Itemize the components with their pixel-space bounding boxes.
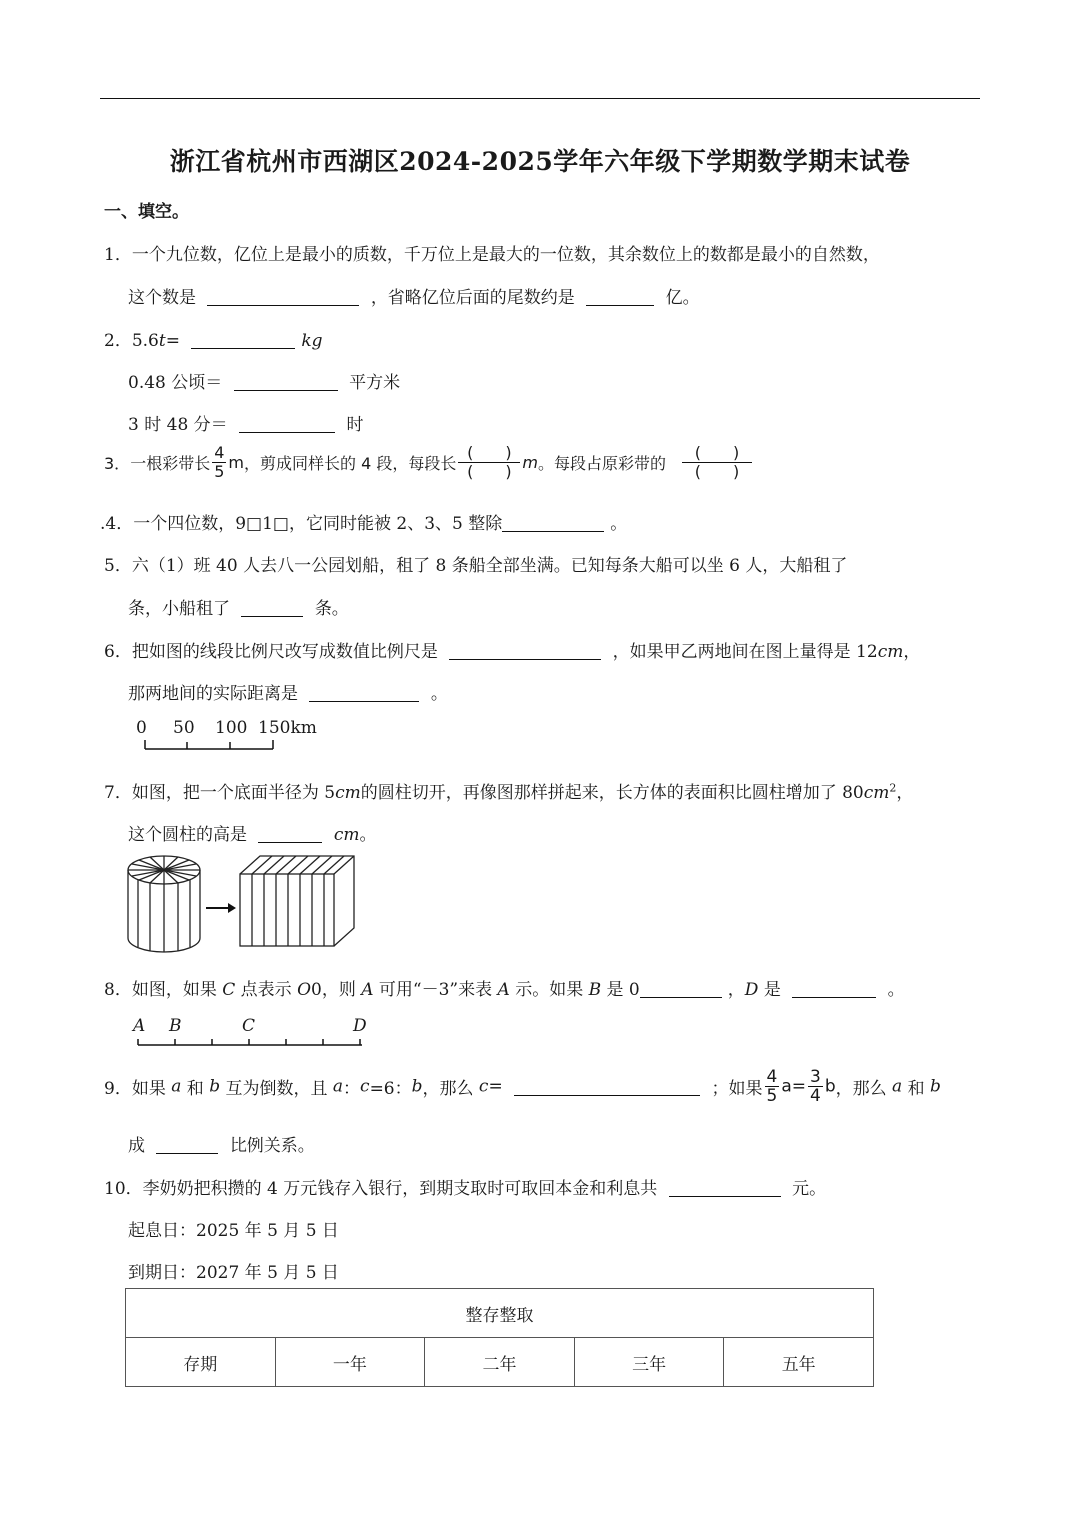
question-9-line-1 xyxy=(104,1068,941,1105)
unit-label: 时 xyxy=(346,415,364,435)
maturity-date: 到期日：2027 年 5 月 5 日 xyxy=(128,1263,339,1283)
fraction xyxy=(212,444,226,481)
scale-bar-figure xyxy=(133,718,323,763)
question-2-line-2 xyxy=(128,368,400,393)
question-text: ，那么 xyxy=(835,1079,887,1099)
question-text: 条。 xyxy=(314,599,349,619)
question-number: 9． xyxy=(104,1079,132,1099)
question-text: 如果 xyxy=(131,1079,166,1099)
table-header-row xyxy=(126,1289,874,1338)
question-text: 5.6 xyxy=(131,331,159,351)
question-text: 示。如果 xyxy=(515,980,584,1000)
table-cell: 一年 xyxy=(275,1338,425,1387)
variable: a xyxy=(332,1076,344,1097)
question-2-line-3 xyxy=(128,410,363,435)
question-text: = xyxy=(488,1076,503,1097)
cuboid-drawing xyxy=(240,856,354,946)
table-title-cell: 整存整取 xyxy=(126,1289,874,1338)
variable: O xyxy=(297,980,311,1000)
question-text: 一个四位数，9□1□，它同时能被 2、3、5 整除 xyxy=(133,514,503,534)
scale-label: 100 xyxy=(215,718,248,738)
variable: c xyxy=(478,1076,489,1097)
answer-blank[interactable] xyxy=(191,331,295,349)
fraction xyxy=(765,1068,780,1105)
question-text: 这个数是 xyxy=(128,288,196,308)
interest-start-date: 起息日：2025 年 5 月 5 日 xyxy=(128,1221,339,1241)
question-number: 6． xyxy=(104,642,132,662)
question-text: ，那么 xyxy=(422,1079,474,1099)
table-cell: 二年 xyxy=(425,1338,575,1387)
question-text: 是 0 xyxy=(606,980,640,1000)
unit-label: cm xyxy=(333,825,360,845)
question-text: 把如图的线段比例尺改写成数值比例尺是 xyxy=(131,642,438,662)
scale-label: 150km xyxy=(258,718,317,738)
question-4 xyxy=(100,509,627,534)
question-text: 如图，把一个底面半径为 5 xyxy=(131,783,336,803)
question-text: 亿。 xyxy=(665,288,700,308)
question-text: 条，小船租了 xyxy=(128,599,230,619)
number-line-figure xyxy=(130,1016,380,1057)
question-text: 。 xyxy=(610,514,628,534)
question-text: 和 xyxy=(907,1079,925,1099)
point-label: B xyxy=(169,1016,182,1036)
variable: C xyxy=(222,980,236,1000)
question-6-line-1 xyxy=(104,637,920,662)
point-label: D xyxy=(353,1016,367,1036)
question-7-line-1 xyxy=(104,778,913,803)
answer-blank[interactable] xyxy=(669,1179,781,1197)
unit-label: cm xyxy=(877,642,904,662)
fraction-blank-numerator[interactable]: ( ) xyxy=(458,444,520,463)
equation-text: b xyxy=(824,1076,836,1097)
point-label: C xyxy=(242,1016,256,1036)
question-number: 7． xyxy=(104,783,132,803)
question-text: 元。 xyxy=(792,1179,827,1199)
variable: A xyxy=(497,980,510,1000)
answer-blank[interactable] xyxy=(239,415,335,433)
question-5-line-2 xyxy=(128,594,349,619)
fraction-blank-denominator[interactable]: ( ) xyxy=(467,462,512,481)
fraction-blank[interactable] xyxy=(458,444,520,481)
question-text: 一个九位数，亿位上是最小的质数，千万位上是最大的一位数，其余数位上的数都是最小的自然数， xyxy=(131,245,880,265)
fraction-denominator: 5 xyxy=(766,1086,778,1106)
question-5-line-1 xyxy=(104,551,847,576)
fraction-denominator: 4 xyxy=(810,1086,821,1106)
unit-label: m xyxy=(522,453,538,472)
answer-blank[interactable] xyxy=(514,1078,700,1096)
variable: B xyxy=(588,980,602,1000)
fraction-numerator: 4 xyxy=(766,1067,778,1087)
section-heading-fill-in: 一、填空。 xyxy=(104,202,189,222)
question-text: 可用“－3”来表 xyxy=(378,980,493,1000)
fraction-numerator: 3 xyxy=(810,1067,821,1087)
question-text: 。 xyxy=(887,980,905,1000)
question-number: .4． xyxy=(100,514,134,534)
arrow-icon xyxy=(206,903,236,913)
answer-blank[interactable] xyxy=(258,825,322,843)
question-number: 8． xyxy=(104,980,132,1000)
fraction xyxy=(808,1068,823,1105)
question-10-line-1 xyxy=(104,1174,826,1199)
question-text: 是 xyxy=(763,980,781,1000)
unit-label: kg xyxy=(301,331,323,351)
variable: a xyxy=(171,1076,182,1097)
scale-label: 50 xyxy=(173,718,195,738)
table-cell: 五年 xyxy=(724,1338,874,1387)
question-number: 2． xyxy=(104,331,132,351)
question-9-line-2 xyxy=(128,1131,315,1156)
cylinder-drawing xyxy=(128,856,200,952)
question-7-line-2 xyxy=(128,820,376,845)
question-text: 的圆柱切开，再像图那样拼起来，长方体的表面积比圆柱增加了 80 xyxy=(360,783,864,803)
question-text: ， xyxy=(727,980,745,1000)
question-text: 。每段占原彩带的 xyxy=(537,454,666,473)
table-cell: 存期 xyxy=(126,1338,276,1387)
fraction-blank-denominator[interactable]: ( ) xyxy=(694,462,740,481)
question-text: 如图，如果 xyxy=(131,980,217,1000)
answer-blank[interactable] xyxy=(309,684,419,702)
question-text: 0.48 公顷＝ xyxy=(128,373,223,393)
question-text: 和 xyxy=(186,1079,204,1099)
question-text: 成 xyxy=(128,1136,145,1156)
fraction-denominator: 5 xyxy=(214,462,225,481)
question-2-line-1 xyxy=(104,326,323,351)
question-text: 。 xyxy=(359,825,377,845)
question-text: ，省略亿位后面的尾数约是 xyxy=(370,288,575,308)
answer-blank[interactable] xyxy=(207,288,359,306)
question-text: 李奶奶把积攒的 4 万元钱存入银行，到期支取时可取回本金和利息共 xyxy=(142,1179,658,1199)
scale-label: 0 xyxy=(136,718,147,738)
question-text: ；如果 xyxy=(711,1079,763,1099)
fraction-numerator: 4 xyxy=(214,443,225,462)
question-text: ，如果甲乙两地间在图上量得是 12 xyxy=(612,642,878,662)
question-number: 3． xyxy=(104,454,131,473)
variable: D xyxy=(744,980,759,1000)
question-text: 六（1）班 40 人去八一公园划船，租了 8 条船全部坐满。已知每条大船可以坐 6 人，大船租了 xyxy=(131,556,848,576)
variable: b xyxy=(411,1076,423,1097)
answer-blank[interactable] xyxy=(640,980,722,998)
deposit-rate-table xyxy=(125,1288,874,1387)
answer-blank[interactable] xyxy=(156,1136,218,1154)
answer-blank[interactable] xyxy=(586,288,654,306)
variable: t xyxy=(158,331,166,351)
table-cell: 三年 xyxy=(574,1338,724,1387)
question-text: 那两地间的实际距离是 xyxy=(128,684,298,704)
question-text: 点表示 xyxy=(240,980,292,1000)
question-text: 互为倒数，且 xyxy=(225,1079,328,1099)
question-8 xyxy=(104,975,905,1000)
unit-label: cm xyxy=(335,783,361,803)
variable: a xyxy=(892,1076,903,1097)
question-text: ， xyxy=(903,642,921,662)
unit-label: cm xyxy=(863,783,890,803)
question-number: 5． xyxy=(104,556,132,576)
variable: b xyxy=(930,1076,941,1097)
question-1-line-1 xyxy=(104,240,880,265)
answer-blank[interactable] xyxy=(449,642,601,660)
fraction-blank-numerator[interactable]: ( ) xyxy=(682,444,752,463)
question-text: ，剪成同样长的 4 段，每段长 xyxy=(243,454,457,473)
variable: A xyxy=(361,980,374,1000)
question-text: 。 xyxy=(430,684,448,704)
answer-blank[interactable] xyxy=(792,980,876,998)
cylinder-to-cuboid-figure xyxy=(124,852,364,956)
table-row xyxy=(126,1338,874,1387)
question-text: ： xyxy=(343,1079,361,1099)
top-rule xyxy=(100,98,980,99)
page-title: 浙江省杭州市西湖区2024-2025学年六年级下学期数学期末试卷 xyxy=(169,147,911,176)
answer-blank[interactable] xyxy=(234,373,338,391)
question-6-line-2 xyxy=(128,679,448,704)
question-text: =6： xyxy=(369,1079,412,1099)
unit-label: 平方米 xyxy=(349,373,401,393)
question-text: 这个圆柱的高是 xyxy=(128,825,247,845)
question-text: 0，则 xyxy=(311,980,356,1000)
question-number: 1． xyxy=(104,245,132,265)
equation-text: a= xyxy=(781,1076,807,1097)
superscript: 2 xyxy=(889,781,897,795)
answer-blank[interactable] xyxy=(241,599,303,617)
variable: b xyxy=(209,1076,221,1097)
question-number: 10． xyxy=(104,1179,143,1199)
unit-label: m xyxy=(228,453,244,472)
question-text: 比例关系。 xyxy=(229,1136,315,1156)
question-text: 一根彩带长 xyxy=(130,454,211,473)
question-1-line-2 xyxy=(128,283,700,308)
fraction-blank[interactable] xyxy=(682,444,752,481)
question-3 xyxy=(104,444,754,481)
variable: c xyxy=(360,1076,370,1097)
point-label: A xyxy=(133,1016,146,1036)
answer-blank[interactable] xyxy=(502,514,604,532)
question-text: = xyxy=(165,331,180,351)
question-text: 3 时 48 分＝ xyxy=(128,415,228,435)
question-text: ， xyxy=(896,783,914,803)
